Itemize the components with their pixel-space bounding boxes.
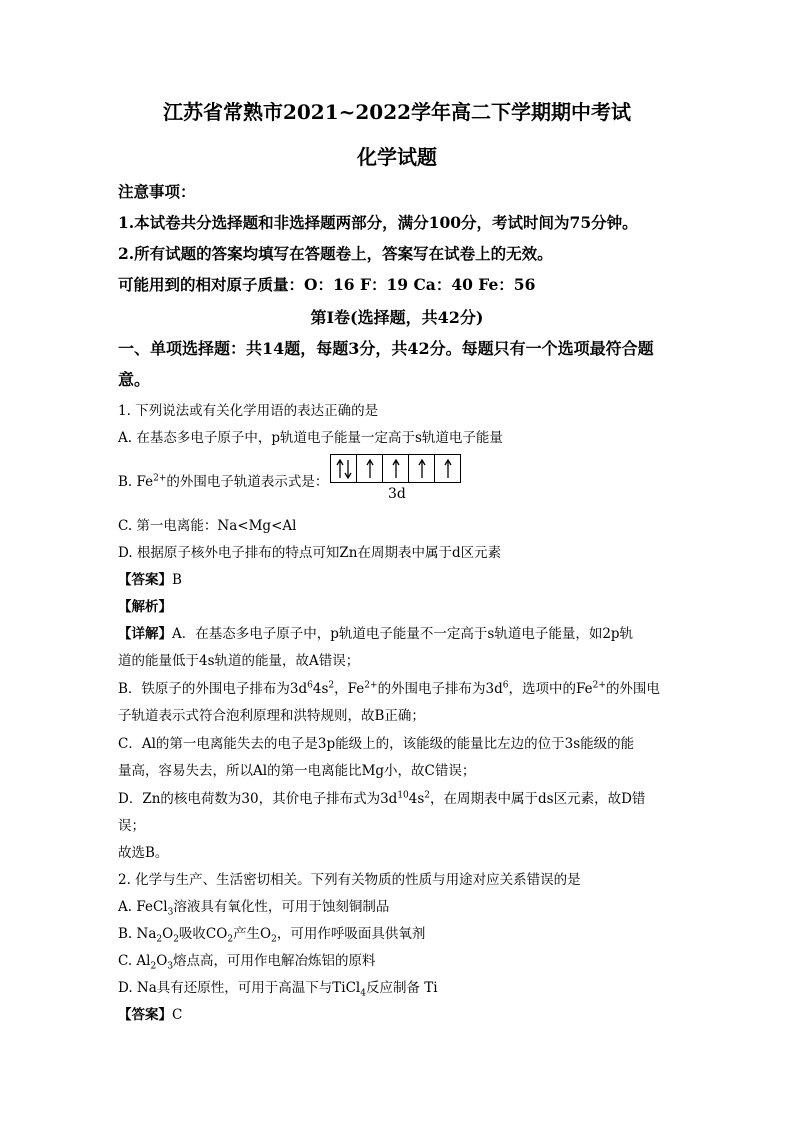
notes-item-1: 1.本试卷共分选择题和非选择题两部分，满分100分，考试时间为75分钟。 [118, 213, 638, 232]
q1-detail-line-7: D．Zn的核电荷数为30，其价电子排布式为$3d^{10}4s^2$，在周期表中属于ds区元素，故D错 [118, 790, 646, 807]
up-arrow-icon [412, 458, 432, 480]
answer-value: C [172, 1007, 183, 1023]
exam-title: 江苏省常熟市2021~2022学年高二下学期期中考试 [162, 100, 632, 124]
orbital-diagram [330, 454, 461, 483]
answer-value: B [172, 572, 182, 588]
q1-detail-line-3: B．铁原子的外围电子排布为$3d^64s^2$，$Fe^{2+}$的外围电子排布为$3d^6$，选项中的$Fe^{2+}$的外围电 [118, 680, 660, 697]
orbital-label: 3d [388, 486, 406, 502]
q1-stem: 1. 下列说法或有关化学用语的表达正确的是 [118, 403, 379, 419]
q2-option-b: B. $Na_2O_2$吸收$CO_2$产生$O_2$，可用作呼吸面具供氧剂 [118, 926, 426, 945]
q1-option-b: B. $Fe^{2+}$的外围电子轨道表示式是： [118, 473, 329, 490]
q1-option-c: C. 第一电离能：Na<Mg<Al [118, 518, 297, 534]
up-arrow-icon [360, 458, 380, 480]
notes-item-2: 2.所有试题的答案均填写在答题卷上，答案写在试卷上的无效。 [118, 244, 553, 263]
up-arrow-icon [386, 458, 406, 480]
part-1-heading: 第Ⅰ卷(选择题，共42分) [310, 308, 484, 327]
q1-answer [118, 568, 182, 588]
orbital-box-up [357, 455, 383, 482]
q2-option-c: C. $Al_2O_3$熔点高，可用作电解冶炼铝的原料 [118, 953, 376, 972]
q1-option-d: D. 根据原子核外电子排布的特点可知Zn在周期表中属于d区元素 [118, 545, 502, 561]
orbital-box-up [409, 455, 435, 482]
q2-option-a: A. FeCl$_3$溶液具有氧化性，可用于蚀刻铜制品 [118, 899, 390, 918]
up-down-arrows-icon [334, 458, 354, 480]
orbital-box-up [383, 455, 409, 482]
orbital-box-up [435, 455, 460, 482]
answer-tag: 【答案】 [118, 572, 172, 588]
q1-detail-line-9: 故选B。 [118, 845, 169, 861]
q1-detail-line-1: 【详解】A．在基态多电子原子中，p轨道电子能量不一定高于s轨道电子能量，如2p轨 [118, 626, 634, 642]
q1-detail-line-8: 误； [118, 818, 145, 834]
orbital-box-paired [331, 455, 357, 482]
exam-subtitle: 化学试题 [357, 145, 437, 169]
section-1-line-2: 意。 [118, 370, 151, 389]
answer-tag: 【答案】 [118, 1007, 172, 1023]
q1-option-a: A. 在基态多电子原子中，p轨道电子能量一定高于s轨道电子能量 [118, 430, 503, 446]
section-1-line-1: 一、单项选择题：共14题，每题3分，共42分。每题只有一个选项最符合题 [118, 339, 654, 358]
q1-detail-line-4: 子轨道表示式符合泡利原理和洪特规则，故B正确； [118, 708, 425, 724]
up-arrow-icon [438, 458, 458, 480]
q1-detail-line-6: 量高，容易失去，所以Al的第一电离能比Mg小，故C错误； [118, 763, 476, 779]
q1-detail-line-5: C．Al的第一电离能失去的电子是3p能级上的，该能级的能量比左边的位于3s能级的能 [118, 736, 635, 752]
q2-option-d: D. Na具有还原性，可用于高温下与TiCl$_4$反应制备 Ti [118, 980, 438, 999]
notes-heading: 注意事项： [118, 182, 196, 201]
atomic-masses: 可能用到的相对原子质量：O：16 F：19 Ca：40 Fe：56 [118, 275, 536, 294]
q1-analysis-tag: 【解析】 [118, 599, 172, 615]
q2-answer [118, 1003, 182, 1023]
q1-detail-line-2: 道的能量低于4s轨道的能量，故A错误； [118, 653, 360, 669]
q2-stem: 2. 化学与生产、生活密切相关。下列有关物质的性质与用途对应关系错误的是 [118, 872, 581, 888]
